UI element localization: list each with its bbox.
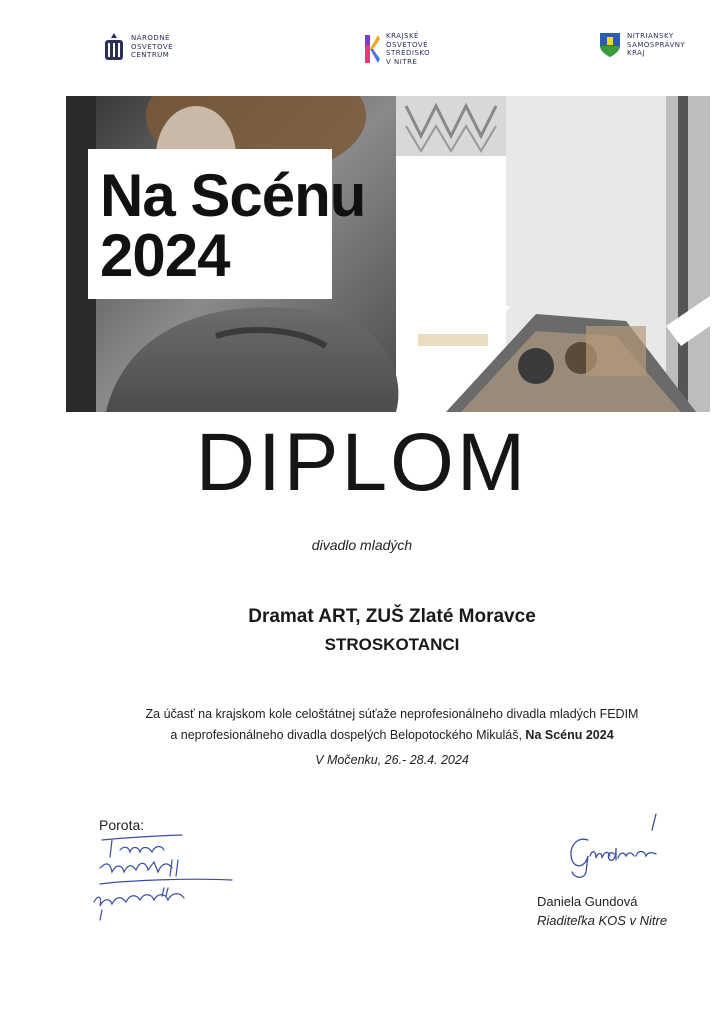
award-description [0, 704, 724, 746]
kos-logo-line: KRAJSKÉ [386, 32, 419, 40]
logo-nitriansky-samospravny-kraj [599, 32, 685, 58]
nsk-logo-line: SAMOSPRÁVNY [627, 40, 686, 49]
signer-name: Daniela Gundová [537, 894, 638, 909]
event-year: 2024 [100, 222, 230, 289]
description-line: Za účasť na krajskom kole celoštátnej súťaže neprofesionálneho divadla mladých FEDIM [145, 707, 639, 721]
noc-emblem-icon [103, 32, 125, 62]
category-label: divadlo mladých [311, 537, 413, 553]
nsk-logo-line: NITRIANSKY [627, 32, 674, 41]
kos-logo-line: V NITRE [386, 57, 418, 66]
noc-logo-line: NÁRODNÉ [131, 34, 170, 43]
description-line [0, 725, 724, 746]
noc-logo-line: OSVETOVÉ [131, 42, 174, 51]
document-heading: DIPLOM [195, 417, 529, 508]
logo-narodne-osvetove-centrum [103, 32, 173, 62]
nsk-coat-of-arms-icon [599, 32, 621, 58]
signer-role: Riaditeľka KOS v Nitre [537, 913, 668, 928]
jury-label: Porota: [99, 817, 145, 833]
logo-krajske-osvetove-stredisko [364, 32, 430, 66]
play-title: STROSKOTANCI [324, 635, 460, 654]
noc-logo-line: CENTRUM [131, 51, 170, 60]
description-event-name: Na Scénu 2024 [525, 728, 614, 742]
kos-logo-line: OSVETOVÉ [386, 40, 429, 49]
kos-k-letter-icon [364, 33, 380, 65]
event-title: Na Scénu [100, 162, 366, 229]
director-signature [560, 812, 670, 882]
description-text: a neprofesionálneho divadla dospelých Belopotockého Mikuláš, [170, 728, 526, 742]
place-date: V Močenku, 26.- 28.4. 2024 [315, 753, 469, 767]
nsk-logo-line: KRAJ [627, 49, 646, 58]
jury-signatures [92, 832, 242, 924]
kos-logo-line: STREDISKO [386, 49, 431, 57]
ensemble-name: Dramat ART, ZUŠ Zlaté Moravce [248, 606, 536, 627]
